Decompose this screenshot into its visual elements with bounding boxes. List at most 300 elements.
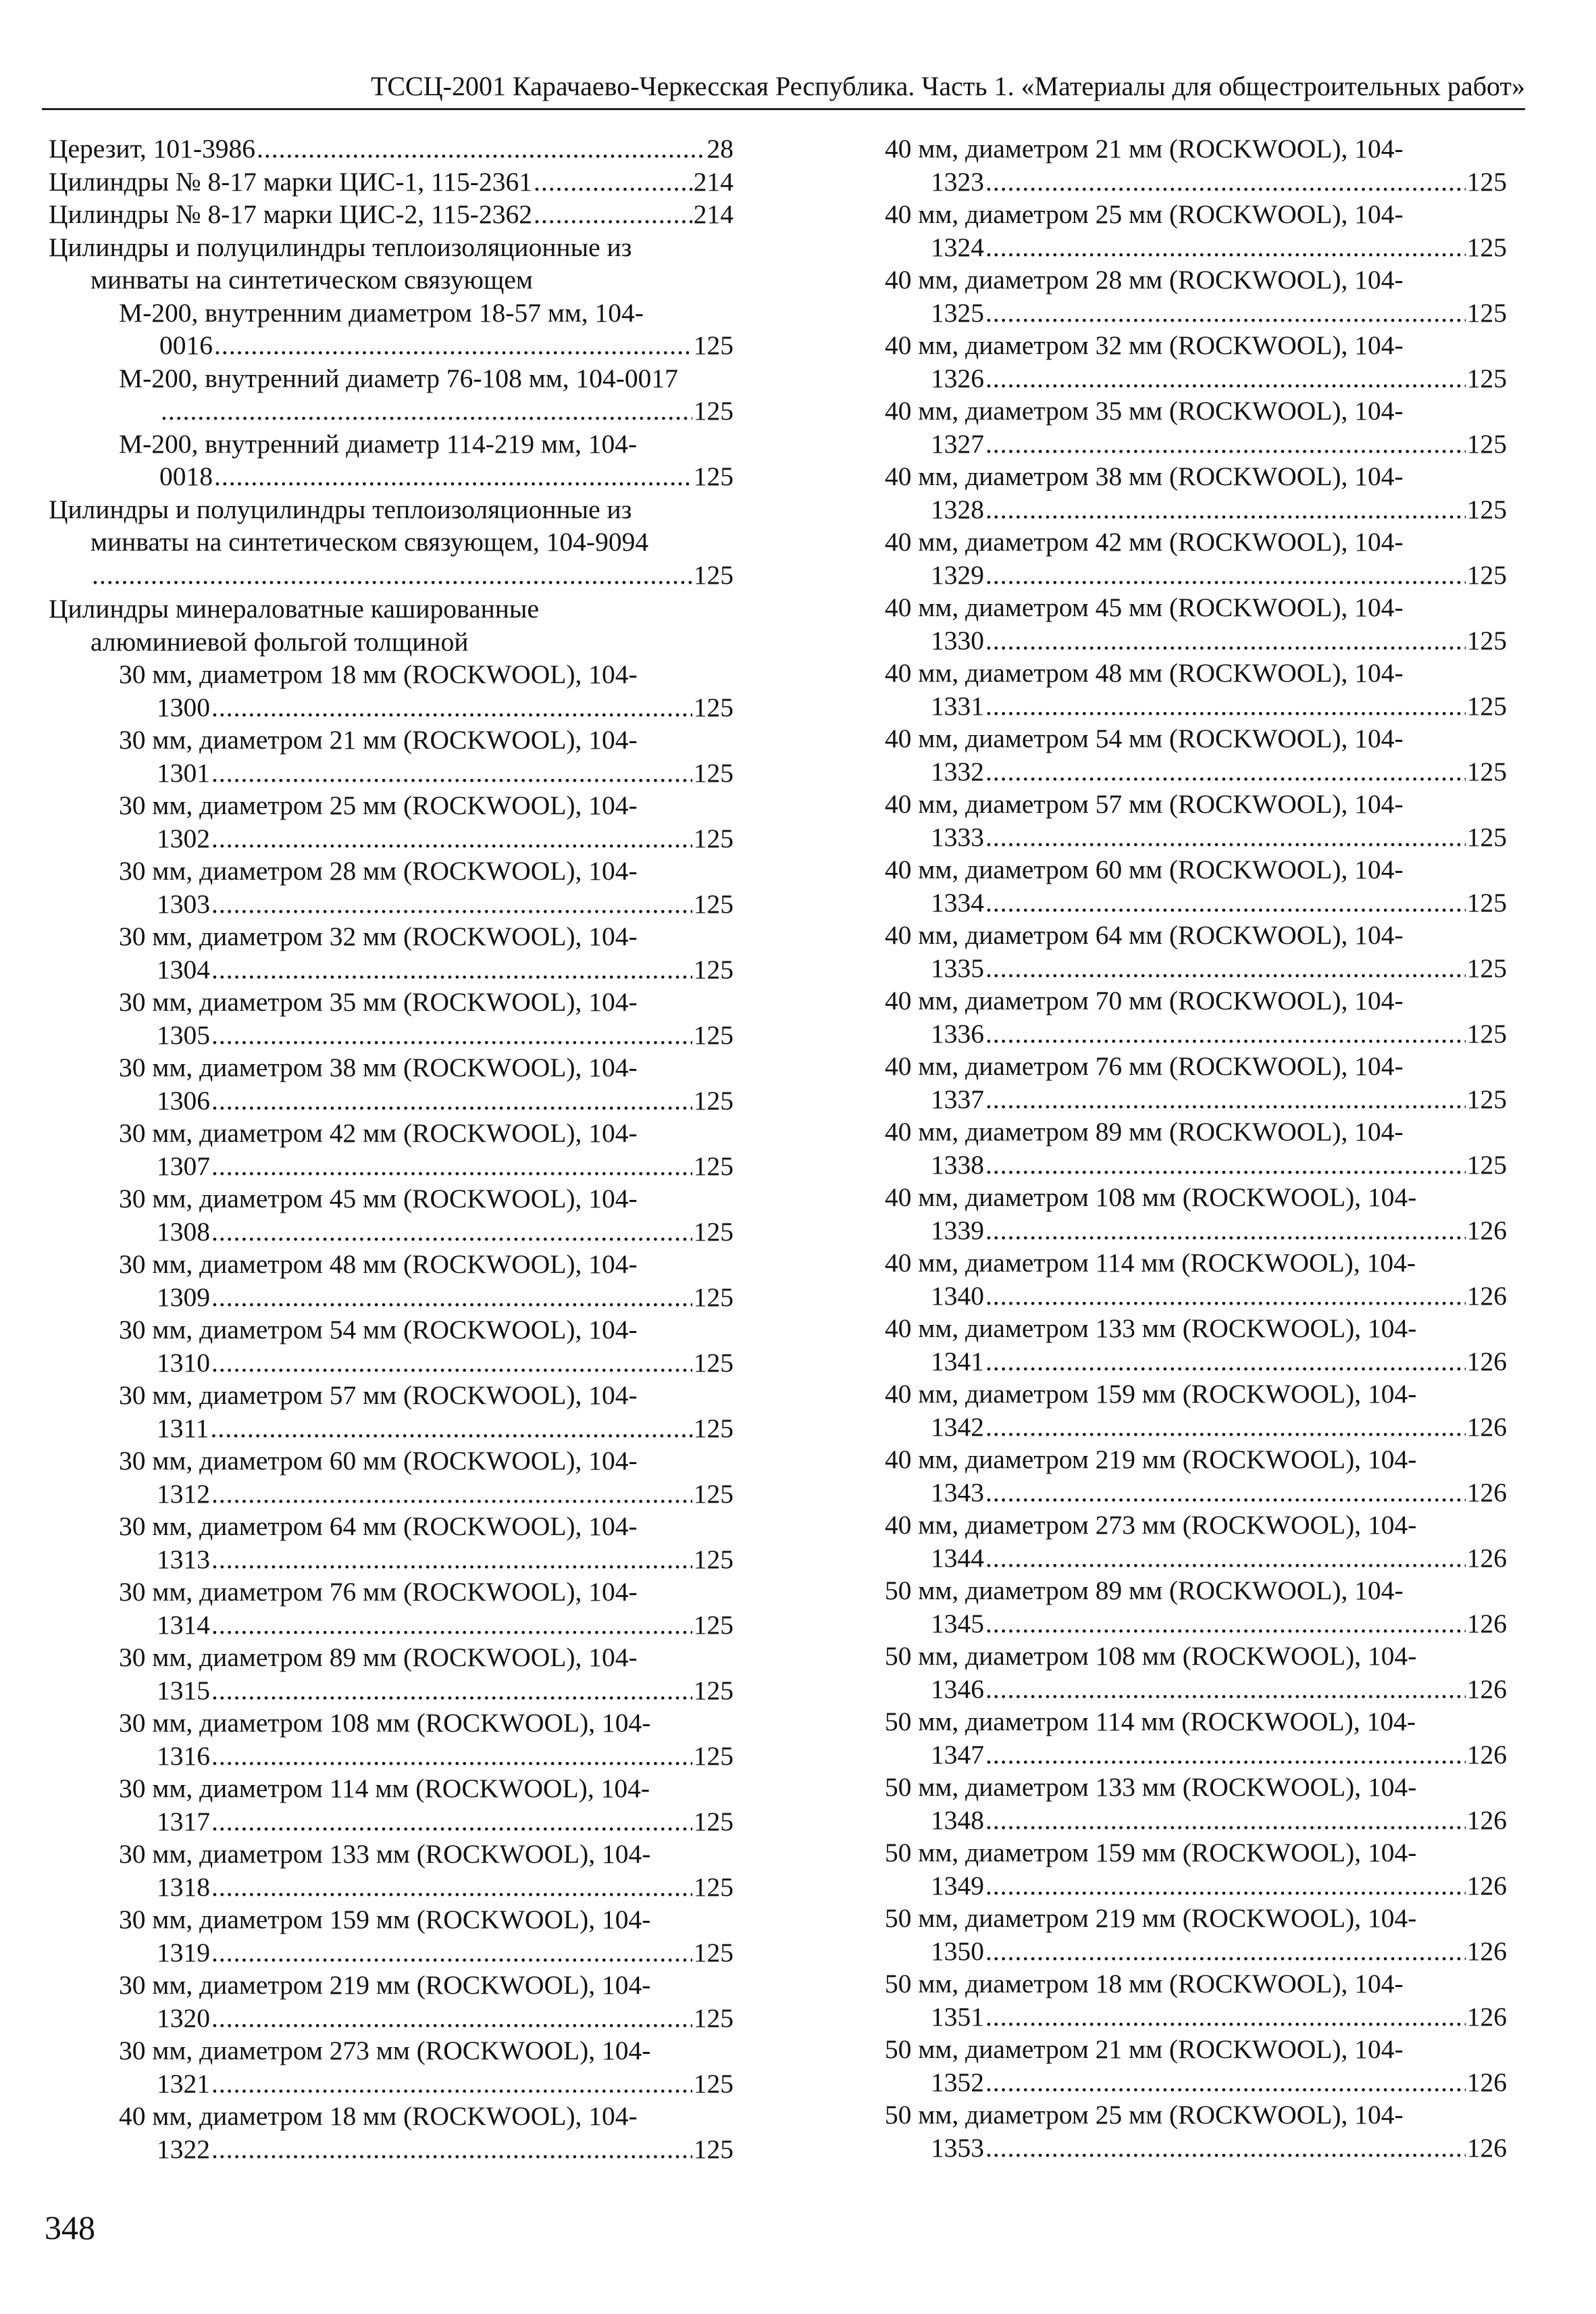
index-subentry-code xyxy=(885,821,1507,854)
index-entry xyxy=(49,166,733,199)
entry-code: 1323 xyxy=(931,166,984,197)
index-subentry-line: 40 мм, диаметром 114 мм (ROCKWOOL), 104- xyxy=(885,1248,1416,1278)
entry-code: 1312 xyxy=(157,1478,210,1509)
entry-page: 126 xyxy=(1466,1870,1507,1901)
index-subentry-code xyxy=(49,1871,733,1904)
index-subentry-code xyxy=(885,1017,1507,1051)
dot-leader xyxy=(211,1215,692,1249)
index-subentry-code xyxy=(885,1345,1507,1378)
entry-page: 126 xyxy=(1466,2067,1507,2097)
index-subentry-line: 40 мм, диаметром 57 мм (ROCKWOOL), 104- xyxy=(885,789,1404,819)
entry-page: 125 xyxy=(693,1806,733,1836)
index-subentry-line: 40 мм, диаметром 64 мм (ROCKWOOL), 104- xyxy=(885,920,1404,950)
entry-page: 125 xyxy=(1466,822,1507,852)
index-subentry-line: М-200, внутренний диаметр 76-108 мм, 104-0017 xyxy=(119,363,678,393)
entry-code: 1307 xyxy=(157,1151,210,1181)
index-subentry-code xyxy=(885,624,1507,657)
index-subentry-code xyxy=(885,1083,1507,1116)
page-number: 348 xyxy=(45,2209,95,2246)
dot-leader xyxy=(985,1280,1466,1313)
index-heading: Цилиндры и полуцилиндры теплоизоляционные из xyxy=(49,494,632,524)
entry-code: 1325 xyxy=(931,297,984,328)
entry-page: 125 xyxy=(693,1085,733,1115)
dot-leader xyxy=(985,821,1466,854)
index-subentry-line: М-200, внутренним диаметром 18-57 мм, 104- xyxy=(119,297,644,328)
entry-code: 1346 xyxy=(931,1674,984,1704)
index-subentry-code xyxy=(49,888,733,921)
dot-leader xyxy=(985,2066,1466,2099)
entry-code: 0016 xyxy=(159,330,213,360)
entry-code: 1318 xyxy=(157,1871,210,1902)
entry-page: 125 xyxy=(1466,166,1507,197)
index-subentry-line: 30 мм, диаметром 18 мм (ROCKWOOL), 104- xyxy=(119,659,638,689)
dot-leader xyxy=(211,1805,692,1838)
index-subentry-line: 50 мм, диаметром 219 мм (ROCKWOOL), 104- xyxy=(885,1903,1417,1933)
entry-page: 125 xyxy=(1466,428,1507,459)
index-subentry-code xyxy=(49,1412,733,1445)
entry-page: 125 xyxy=(693,1740,733,1771)
index-entry xyxy=(49,132,733,166)
index-heading-continuation: минваты на синтетическом связующем, 104-9094 xyxy=(91,527,649,557)
entry-page: 126 xyxy=(1466,1477,1507,1507)
entry-page: 125 xyxy=(1466,1149,1507,1180)
entry-code: 1348 xyxy=(931,1805,984,1835)
entry-page: 126 xyxy=(1466,1739,1507,1769)
dot-leader xyxy=(211,953,692,986)
index-subentry-line: 30 мм, диаметром 45 мм (ROCKWOOL), 104- xyxy=(119,1184,638,1213)
index-subentry-code xyxy=(885,952,1507,985)
entry-code: 1343 xyxy=(931,1477,984,1507)
index-subentry-line: 30 мм, диаметром 108 мм (ROCKWOOL), 104- xyxy=(119,1708,651,1738)
entry-page: 125 xyxy=(1466,232,1507,262)
subentry-list xyxy=(885,132,1507,2164)
index-subentry-code xyxy=(885,886,1507,920)
index-subentry-code xyxy=(885,1280,1507,1313)
index-subentry-line: 50 мм, диаметром 89 мм (ROCKWOOL), 104- xyxy=(885,1576,1404,1605)
entry-page: 126 xyxy=(1466,1280,1507,1311)
index-subentry-line: 40 мм, диаметром 54 мм (ROCKWOOL), 104- xyxy=(885,724,1404,753)
index-subentry-code xyxy=(49,1281,733,1314)
entry-code: 1340 xyxy=(931,1280,984,1311)
index-subentry-line: 40 мм, диаметром 25 мм (ROCKWOOL), 104- xyxy=(885,199,1404,229)
index-subentry-line: 50 мм, диаметром 159 мм (ROCKWOOL), 104- xyxy=(885,1838,1417,1867)
entry-page: 126 xyxy=(1466,1805,1507,1835)
index-subentry-code xyxy=(885,1804,1507,1837)
dot-leader xyxy=(985,231,1466,264)
index-subentry-line: 30 мм, диаметром 273 мм (ROCKWOOL), 104- xyxy=(119,2036,651,2065)
index-subentry-code xyxy=(49,1347,733,1380)
index-subentry-line: 30 мм, диаметром 64 мм (ROCKWOOL), 104- xyxy=(119,1511,638,1541)
entry-page: 125 xyxy=(1466,953,1507,983)
index-subentry-line: 50 мм, диаметром 25 мм (ROCKWOOL), 104- xyxy=(885,2100,1404,2130)
dot-leader xyxy=(211,888,692,921)
entry-code: 1305 xyxy=(157,1020,210,1050)
index-subentry-code xyxy=(885,559,1507,592)
entry-page: 125 xyxy=(1466,1018,1507,1049)
entry-page: 125 xyxy=(693,461,733,491)
entry-page: 125 xyxy=(693,954,733,984)
dot-leader xyxy=(211,1019,692,1052)
index-subentry-code xyxy=(885,2066,1507,2099)
index-subentry-line: 30 мм, диаметром 35 мм (ROCKWOOL), 104- xyxy=(119,987,638,1017)
index-subentry-line: 40 мм, диаметром 273 мм (ROCKWOOL), 104- xyxy=(885,1510,1417,1540)
entry-code: 1335 xyxy=(931,953,984,983)
entry-page: 125 xyxy=(693,2003,733,2033)
index-subentry-code xyxy=(49,1150,733,1183)
entry-code: 1339 xyxy=(931,1215,984,1245)
entry-page: 125 xyxy=(1466,625,1507,655)
dot-leader xyxy=(985,166,1466,199)
entry-page: 125 xyxy=(693,1216,733,1247)
entry-page: 125 xyxy=(1466,363,1507,393)
dot-leader xyxy=(92,559,692,592)
dot-leader xyxy=(985,1673,1466,1706)
entry-code: 1301 xyxy=(157,757,210,788)
entry-page: 125 xyxy=(1466,297,1507,328)
index-subentry-code xyxy=(49,1084,733,1117)
dot-leader xyxy=(211,1674,692,1707)
index-subentry-code xyxy=(49,1936,733,1969)
index-subentry-line: 50 мм, диаметром 114 мм (ROCKWOOL), 104- xyxy=(885,1707,1416,1736)
dot-leader xyxy=(985,1476,1466,1509)
entry-code: 1352 xyxy=(931,2067,984,2097)
dot-leader xyxy=(985,2132,1466,2165)
subentry-list xyxy=(49,658,733,2165)
entry-page: 125 xyxy=(1466,1084,1507,1114)
entry-code: 1315 xyxy=(157,1675,210,1705)
entry-page: 125 xyxy=(693,692,733,722)
index-subentry-code xyxy=(49,757,733,790)
index-subentry-line: 40 мм, диаметром 35 мм (ROCKWOOL), 104- xyxy=(885,396,1404,426)
entry-code: 1324 xyxy=(931,232,984,262)
index-subentry-line: 40 мм, диаметром 108 мм (ROCKWOOL), 104- xyxy=(885,1182,1417,1212)
index-subentry-line: 50 мм, диаметром 21 мм (ROCKWOOL), 104- xyxy=(885,2034,1404,2064)
index-subentry-line: 40 мм, диаметром 18 мм (ROCKWOOL), 104- xyxy=(119,2101,638,2131)
entry-page: 125 xyxy=(693,2134,733,2164)
index-subentry-code xyxy=(885,362,1507,395)
dot-leader xyxy=(534,166,692,199)
index-heading: Цилиндры и полуцилиндры теплоизоляционные из xyxy=(49,232,632,262)
index-subentry-line: 40 мм, диаметром 38 мм (ROCKWOOL), 104- xyxy=(885,461,1404,491)
entry-code: 1306 xyxy=(157,1085,210,1115)
dot-leader xyxy=(985,297,1466,330)
entry-code: 1333 xyxy=(931,822,984,852)
entry-page: 125 xyxy=(693,1151,733,1181)
index-subentry-line: 30 мм, диаметром 60 мм (ROCKWOOL), 104- xyxy=(119,1446,638,1476)
entry-code: 1347 xyxy=(931,1739,984,1769)
index-subentry-line: 40 мм, диаметром 42 мм (ROCKWOOL), 104- xyxy=(885,527,1404,557)
index-subentry-line: 30 мм, диаметром 114 мм (ROCKWOOL), 104- xyxy=(119,1774,650,1803)
entry-code: 1330 xyxy=(931,625,984,655)
entry-page: 214 xyxy=(693,199,733,229)
index-subentry-code xyxy=(885,1542,1507,1575)
entry-page: 125 xyxy=(693,1347,733,1378)
entry-page: 125 xyxy=(693,1282,733,1312)
index-subentry-line: 30 мм, диаметром 25 мм (ROCKWOOL), 104- xyxy=(119,790,638,820)
index-subentry-line: 40 мм, диаметром 219 мм (ROCKWOOL), 104- xyxy=(885,1444,1417,1474)
dot-leader xyxy=(534,198,692,231)
index-subentry-code xyxy=(885,1149,1507,1182)
entry-page: 125 xyxy=(693,823,733,853)
index-subentry-line: 50 мм, диаметром 133 мм (ROCKWOOL), 104- xyxy=(885,1772,1417,1802)
entry-page: 125 xyxy=(693,1020,733,1050)
entry-page: 125 xyxy=(1466,559,1507,590)
dot-leader xyxy=(211,757,692,790)
entry-page: 125 xyxy=(693,1544,733,1574)
entry-code: 1334 xyxy=(931,887,984,917)
dot-leader xyxy=(211,1740,692,1773)
index-subentry-code xyxy=(49,1805,733,1838)
entry-code: 1349 xyxy=(931,1870,984,1901)
entry-code: 1309 xyxy=(157,1282,210,1312)
dot-leader xyxy=(214,329,692,362)
dot-leader xyxy=(211,2067,692,2101)
index-subentry-line: 50 мм, диаметром 108 мм (ROCKWOOL), 104- xyxy=(885,1641,1417,1671)
index-subentry-code xyxy=(885,755,1507,788)
dot-leader xyxy=(985,1935,1466,1968)
entry-page: 125 xyxy=(693,396,733,426)
dot-leader xyxy=(985,428,1466,461)
dot-leader xyxy=(211,1412,692,1445)
index-subentry-code xyxy=(49,1543,733,1576)
entry-page: 126 xyxy=(1466,2132,1507,2163)
entry-page: 125 xyxy=(693,888,733,919)
index-subentry-line: 30 мм, диаметром 42 мм (ROCKWOOL), 104- xyxy=(119,1118,638,1148)
dot-leader xyxy=(211,1936,692,1969)
entry-code: 1316 xyxy=(157,1740,210,1771)
entry-page: 125 xyxy=(1466,887,1507,917)
entry-code: 1328 xyxy=(931,494,984,524)
index-subentry-code xyxy=(49,2067,733,2101)
index-subentry-line: 50 мм, диаметром 18 мм (ROCKWOOL), 104- xyxy=(885,1969,1404,1998)
index-subentry-line: 30 мм, диаметром 38 мм (ROCKWOOL), 104- xyxy=(119,1053,638,1082)
entry-text: Цилиндры № 8-17 марки ЦИС-1, 115-2361 xyxy=(49,166,532,197)
entry-page: 125 xyxy=(693,757,733,788)
entry-code: 1317 xyxy=(157,1806,210,1836)
index-subentry-line: М-200, внутренний диаметр 114-219 мм, 104- xyxy=(119,428,638,459)
index-subentry-code xyxy=(885,1607,1507,1640)
dot-leader xyxy=(985,493,1466,526)
dot-leader xyxy=(257,132,705,166)
index-subentry-code xyxy=(885,1673,1507,1706)
entry-page: 125 xyxy=(693,2068,733,2098)
dot-leader xyxy=(161,395,692,428)
entry-code: 1319 xyxy=(157,1937,210,1967)
entry-code: 1326 xyxy=(931,363,984,393)
entry-code: 1338 xyxy=(931,1149,984,1180)
dot-leader xyxy=(985,1017,1466,1051)
entry-code: 1341 xyxy=(931,1346,984,1376)
entry-page: 126 xyxy=(1466,1346,1507,1376)
entry-code: 1336 xyxy=(931,1018,984,1049)
entry-page: 126 xyxy=(1466,1608,1507,1638)
dot-leader xyxy=(985,755,1466,788)
dot-leader xyxy=(985,624,1466,657)
index-subentry-line: 30 мм, диаметром 28 мм (ROCKWOOL), 104- xyxy=(119,856,638,886)
dot-leader xyxy=(985,1804,1466,1837)
index-subentry-line: 40 мм, диаметром 28 мм (ROCKWOOL), 104- xyxy=(885,265,1404,295)
entry-page: 125 xyxy=(1466,690,1507,721)
entry-code: 1302 xyxy=(157,823,210,853)
entry-page: 125 xyxy=(693,559,733,590)
index-subentry-code xyxy=(49,1215,733,1249)
index-subentry-code xyxy=(885,2001,1507,2034)
index-subentry-line: 30 мм, диаметром 57 мм (ROCKWOOL), 104- xyxy=(119,1380,638,1410)
index-subentry-code xyxy=(885,297,1507,330)
index-subentry-line: 30 мм, диаметром 219 мм (ROCKWOOL), 104- xyxy=(119,1970,651,2000)
dot-leader xyxy=(985,2001,1466,2034)
entry-code: 1332 xyxy=(931,756,984,786)
entry-page: 126 xyxy=(1466,1936,1507,1966)
dot-leader xyxy=(211,1543,692,1576)
entry-code: 1344 xyxy=(931,1542,984,1573)
index-subentry-code xyxy=(49,1609,733,1642)
index-subentry-code xyxy=(49,1740,733,1773)
dot-leader xyxy=(211,1150,692,1183)
dot-leader xyxy=(211,1347,692,1380)
dot-leader xyxy=(985,690,1466,723)
entry-code: 1303 xyxy=(157,888,210,919)
entry-code: 1350 xyxy=(931,1936,984,1966)
dot-leader xyxy=(211,1871,692,1904)
index-subentry-code xyxy=(49,2002,733,2035)
entry-page: 125 xyxy=(693,1937,733,1967)
entry-code: 1322 xyxy=(157,2134,210,2164)
index-subentry-code xyxy=(885,690,1507,723)
index-subentry-line: 40 мм, диаметром 45 мм (ROCKWOOL), 104- xyxy=(885,593,1404,622)
index-subentry-code xyxy=(49,822,733,855)
index-subentry-code xyxy=(49,691,733,724)
index-subentry-line: 40 мм, диаметром 76 мм (ROCKWOOL), 104- xyxy=(885,1051,1404,1081)
entry-page: 125 xyxy=(693,1675,733,1705)
dot-leader xyxy=(985,1542,1466,1575)
dot-leader xyxy=(211,1609,692,1642)
dot-leader xyxy=(985,886,1466,920)
dot-leader xyxy=(211,1281,692,1314)
index-subentry-code xyxy=(49,2133,733,2166)
dot-leader xyxy=(211,1478,692,1511)
entry-page: 125 xyxy=(693,1478,733,1509)
entry-code: 1304 xyxy=(157,954,210,984)
dot-leader xyxy=(211,691,692,724)
index-subentry-line: 30 мм, диаметром 159 мм (ROCKWOOL), 104- xyxy=(119,1905,651,1934)
index-entry xyxy=(49,198,733,231)
running-header xyxy=(42,65,1525,110)
entry-code: 1311 xyxy=(157,1413,209,1443)
index-subentry-line: 30 мм, диаметром 133 мм (ROCKWOOL), 104- xyxy=(119,1839,651,1869)
dot-leader xyxy=(211,2002,692,2035)
entry-page: 214 xyxy=(693,166,733,197)
index-subentry-code xyxy=(49,1674,733,1707)
index-subentry-line: 40 мм, диаметром 159 мм (ROCKWOOL), 104- xyxy=(885,1379,1417,1409)
entry-code: 1310 xyxy=(157,1347,210,1378)
entry-page: 126 xyxy=(1466,1674,1507,1704)
entry-code: 1345 xyxy=(931,1608,984,1638)
index-subentry-line: 40 мм, диаметром 70 мм (ROCKWOOL), 104- xyxy=(885,986,1404,1015)
entry-page: 125 xyxy=(693,1413,733,1443)
entry-page: 28 xyxy=(706,134,733,164)
index-subentry-code xyxy=(885,2132,1507,2165)
index-subentry-code xyxy=(885,1738,1507,1771)
dot-leader xyxy=(985,1607,1466,1640)
entry-page: 126 xyxy=(1466,1215,1507,1245)
entry-page: 125 xyxy=(693,1871,733,1902)
entry-page: 125 xyxy=(1466,494,1507,524)
index-subentry-line: 30 мм, диаметром 54 мм (ROCKWOOL), 104- xyxy=(119,1315,638,1344)
entry-page: 125 xyxy=(693,330,733,360)
index-column-right xyxy=(885,132,1507,2164)
dot-leader xyxy=(214,460,692,493)
entry-code: 1353 xyxy=(931,2132,984,2163)
dot-leader xyxy=(985,952,1466,985)
index-subentry-line: 30 мм, диаметром 89 мм (ROCKWOOL), 104- xyxy=(119,1642,638,1672)
entry-code: 0018 xyxy=(159,461,213,491)
index-subentry-line: 40 мм, диаметром 89 мм (ROCKWOOL), 104- xyxy=(885,1117,1404,1147)
entry-code: 1337 xyxy=(931,1084,984,1114)
entry-code: 1313 xyxy=(157,1544,210,1574)
index-subentry-code xyxy=(49,953,733,986)
index-subentry-code xyxy=(49,395,733,428)
dot-leader xyxy=(985,559,1466,592)
dot-leader xyxy=(985,1083,1466,1116)
dot-leader xyxy=(985,1869,1466,1903)
dot-leader xyxy=(211,1084,692,1117)
index-heading-continuation: алюминиевой фольгой толщиной xyxy=(91,626,469,657)
entry-text: Цилиндры № 8-17 марки ЦИС-2, 115-2362 xyxy=(49,199,532,229)
entry-code: 1331 xyxy=(931,690,984,721)
entry-code: 1314 xyxy=(157,1609,210,1640)
index-heading-page-row xyxy=(49,559,733,592)
dot-leader xyxy=(985,1214,1466,1247)
dot-leader xyxy=(985,362,1466,395)
entry-code: 1321 xyxy=(157,2068,210,2098)
entry-code: 1300 xyxy=(157,692,210,722)
entry-page: 125 xyxy=(1466,756,1507,786)
index-subentry-line: 40 мм, диаметром 21 мм (ROCKWOOL), 104- xyxy=(885,134,1404,164)
header-title: ТССЦ-2001 Карачаево-Черкесская Республика. Часть 1. «Материалы для общестроительных работ» xyxy=(370,71,1525,101)
index-subentry-code xyxy=(885,1411,1507,1444)
entry-code: 1342 xyxy=(931,1411,984,1442)
entry-code: 1308 xyxy=(157,1216,210,1247)
index-column-left xyxy=(49,132,733,2165)
index-subentry-code xyxy=(49,329,733,362)
index-subentry-line: 40 мм, диаметром 133 мм (ROCKWOOL), 104- xyxy=(885,1313,1417,1343)
entry-page: 126 xyxy=(1466,1411,1507,1442)
index-subentry-code xyxy=(885,493,1507,526)
index-subentry-code xyxy=(885,166,1507,199)
index-subentry-code xyxy=(885,1214,1507,1247)
index-heading: Цилиндры минераловатные кашированные xyxy=(49,594,539,624)
index-subentry-code xyxy=(49,1478,733,1511)
index-subentry-code xyxy=(885,1935,1507,1968)
entry-code: 1320 xyxy=(157,2003,210,2033)
entry-text: Церезит, 101-3986 xyxy=(49,134,256,164)
entry-page: 126 xyxy=(1466,1542,1507,1573)
index-subentry-code xyxy=(49,460,733,493)
entry-page: 125 xyxy=(693,1609,733,1640)
index-subentry-line: 40 мм, диаметром 60 мм (ROCKWOOL), 104- xyxy=(885,855,1404,884)
dot-leader xyxy=(985,1411,1466,1444)
dot-leader xyxy=(211,822,692,855)
index-subentry-line: 30 мм, диаметром 48 мм (ROCKWOOL), 104- xyxy=(119,1249,638,1279)
index-subentry-code xyxy=(885,231,1507,264)
index-heading-continuation: минваты на синтетическом связующем xyxy=(91,265,533,295)
index-subentry-code xyxy=(885,1869,1507,1903)
dot-leader xyxy=(985,1345,1466,1378)
index-subentry-line: 40 мм, диаметром 48 мм (ROCKWOOL), 104- xyxy=(885,658,1404,688)
index-subentry-line: 30 мм, диаметром 32 мм (ROCKWOOL), 104- xyxy=(119,922,638,951)
index-subentry-code xyxy=(885,428,1507,461)
